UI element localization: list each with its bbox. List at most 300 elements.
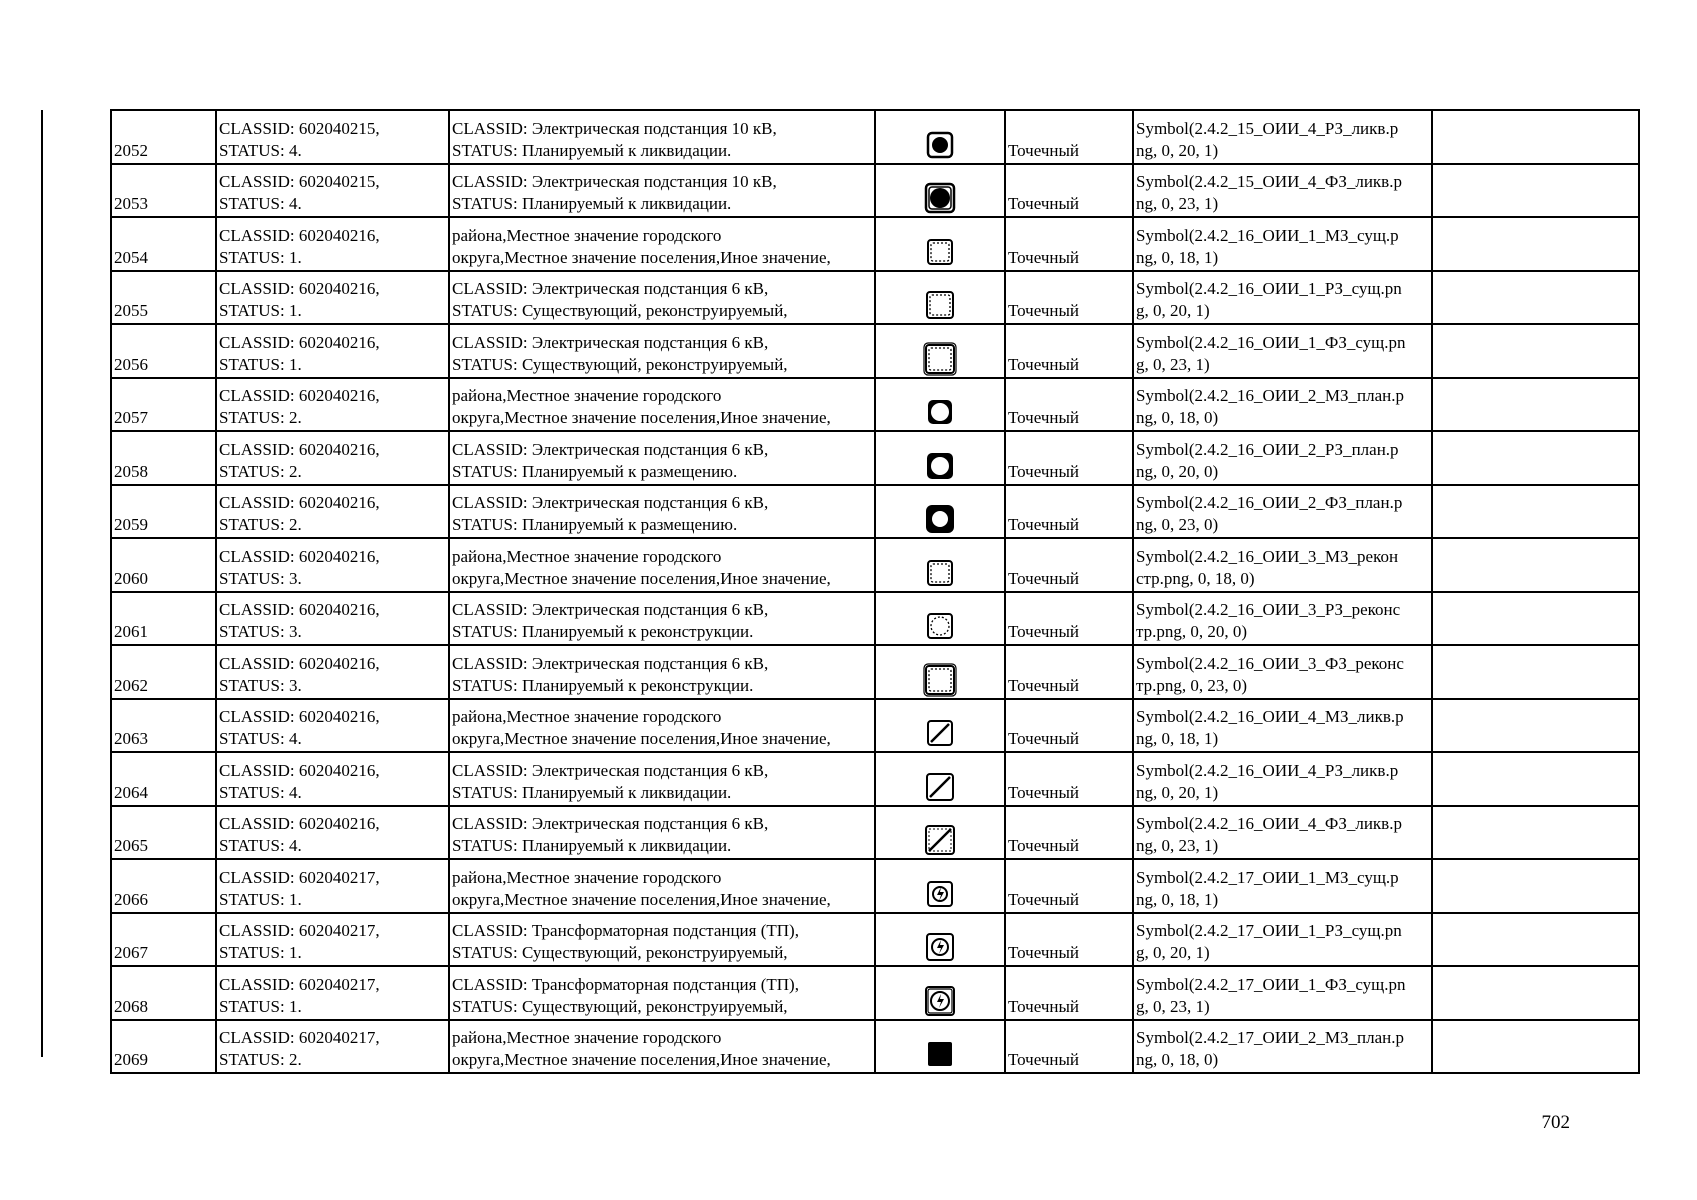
symbol-definition-cell <box>1133 645 1432 699</box>
row-number-cell <box>111 110 216 164</box>
row-number-cell <box>111 645 216 699</box>
description-line-1: CLASSID: Электрическая подстанция 6 кВ, <box>452 493 769 512</box>
description-cell <box>449 752 875 806</box>
status-line: STATUS: 3. <box>219 622 302 641</box>
row-number-cell <box>111 592 216 646</box>
description-cell <box>449 324 875 378</box>
symbol-definition-cell <box>1133 164 1432 218</box>
empty-cell <box>1432 592 1639 646</box>
geometry-type: Точечный <box>1008 943 1080 962</box>
classid-cell <box>216 592 449 646</box>
geometry-type-cell <box>1005 271 1133 325</box>
dotted-square-existing-medium-icon <box>923 294 957 313</box>
symbol-definition-line-2: стр.png, 0, 18, 0) <box>1136 568 1255 588</box>
description-line-2: округа,Местное значение поселения,Иное значение, <box>452 1050 831 1069</box>
symbol-definition-line-1: Symbol(2.4.2_16_ОИИ_2_ФЗ_план.p <box>1136 493 1403 512</box>
ring-square-planned-icon <box>923 401 957 420</box>
row-number: 2066 <box>114 889 148 909</box>
page-number: 702 <box>1541 1112 1570 1133</box>
description-cell <box>449 859 875 913</box>
description-cell <box>449 217 875 271</box>
symbol-definition-line-2: тр.png, 0, 23, 0) <box>1136 675 1248 695</box>
classid-cell <box>216 699 449 753</box>
description-cell <box>449 110 875 164</box>
symbol-definition-line-2: g, 0, 23, 1) <box>1136 354 1210 374</box>
symbol-preview-cell <box>875 485 1005 539</box>
description-line-2: STATUS: Планируемый к размещению. <box>452 515 738 534</box>
classid-line: CLASSID: 602040215, <box>219 118 380 138</box>
row-number: 2058 <box>114 461 148 481</box>
status-line: STATUS: 4. <box>219 836 302 855</box>
ring-square-planned-large-icon <box>923 508 957 527</box>
row-number-cell <box>111 378 216 432</box>
table-row <box>111 592 1639 646</box>
symbol-definition-cell <box>1133 538 1432 592</box>
symbol-preview-cell <box>875 913 1005 967</box>
status-line: STATUS: 1. <box>219 354 302 374</box>
symbol-definition-line-1: Symbol(2.4.2_16_ОИИ_1_ФЗ_сущ.pn <box>1136 332 1406 352</box>
symbol-definition-line-1: Symbol(2.4.2_16_ОИИ_2_РЗ_план.p <box>1136 439 1399 459</box>
description-cell <box>449 966 875 1020</box>
description-line-2: STATUS: Планируемый к ликвидации. <box>452 194 732 213</box>
symbol-definition-cell <box>1133 1020 1432 1074</box>
empty-cell <box>1432 752 1639 806</box>
dotted-square-existing-icon <box>923 240 957 259</box>
status-line: STATUS: 1. <box>219 301 302 320</box>
lightning-circle-existing-large-icon <box>923 989 957 1008</box>
symbol-definition-cell <box>1133 913 1432 967</box>
symbol-preview-cell <box>875 699 1005 753</box>
classid-cell <box>216 164 449 218</box>
geometry-type: Точечный <box>1008 354 1080 374</box>
geometry-type-cell <box>1005 859 1133 913</box>
description-cell <box>449 164 875 218</box>
symbol-definition-line-2: ng, 0, 18, 1) <box>1136 889 1219 909</box>
classid-cell <box>216 217 449 271</box>
row-number-cell <box>111 324 216 378</box>
description-line-1: CLASSID: Электрическая подстанция 6 кВ, <box>452 279 769 298</box>
description-cell <box>449 645 875 699</box>
symbol-preview-cell <box>875 1020 1005 1074</box>
geometry-type-cell <box>1005 913 1133 967</box>
symbol-definition-line-1: Symbol(2.4.2_15_ОИИ_4_РЗ_ликв.p <box>1136 118 1399 138</box>
classid-line: CLASSID: 602040216, <box>219 439 380 459</box>
symbol-preview-cell <box>875 859 1005 913</box>
description-line-2: округа,Местное значение поселения,Иное значение, <box>452 568 831 588</box>
classid-cell <box>216 538 449 592</box>
symbol-definition-line-1: Symbol(2.4.2_16_ОИИ_3_РЗ_реконс <box>1136 600 1401 619</box>
symbol-definition-line-2: ng, 0, 23, 1) <box>1136 194 1219 213</box>
classid-line: CLASSID: 602040216, <box>219 546 380 566</box>
row-number: 2059 <box>114 515 148 534</box>
table-row <box>111 538 1639 592</box>
table-row <box>111 271 1639 325</box>
status-line: STATUS: 2. <box>219 408 302 427</box>
row-number-cell <box>111 538 216 592</box>
geometry-type-cell <box>1005 806 1133 860</box>
description-line-1: CLASSID: Электрическая подстанция 6 кВ, <box>452 332 769 352</box>
empty-cell <box>1432 806 1639 860</box>
description-line-1: CLASSID: Электрическая подстанция 6 кВ, <box>452 600 769 619</box>
description-line-1: CLASSID: Электрическая подстанция 6 кВ, <box>452 653 769 673</box>
symbol-preview-cell <box>875 271 1005 325</box>
symbol-definition-line-1: Symbol(2.4.2_17_ОИИ_1_МЗ_сущ.p <box>1136 867 1399 887</box>
geometry-type: Точечный <box>1008 568 1080 588</box>
symbol-definition-cell <box>1133 699 1432 753</box>
table-row <box>111 806 1639 860</box>
description-cell <box>449 806 875 860</box>
table-row <box>111 485 1639 539</box>
symbol-definition-line-2: тр.png, 0, 20, 0) <box>1136 622 1248 641</box>
geometry-type-cell <box>1005 324 1133 378</box>
description-line-2: STATUS: Планируемый к реконструкции. <box>452 675 754 695</box>
description-line-2: STATUS: Планируемый к размещению. <box>452 461 738 481</box>
symbol-definition-line-2: g, 0, 20, 1) <box>1136 943 1210 962</box>
classid-line: CLASSID: 602040216, <box>219 707 380 726</box>
classid-cell <box>216 485 449 539</box>
symbol-preview-cell <box>875 110 1005 164</box>
symbol-preview-cell <box>875 752 1005 806</box>
description-cell <box>449 378 875 432</box>
description-cell <box>449 485 875 539</box>
status-line: STATUS: 1. <box>219 247 302 267</box>
description-line-1: района,Местное значение городского <box>452 1028 722 1047</box>
status-line: STATUS: 3. <box>219 675 302 695</box>
status-line: STATUS: 1. <box>219 996 302 1016</box>
table-row <box>111 699 1639 753</box>
symbol-definition-line-2: ng, 0, 23, 1) <box>1136 836 1219 855</box>
row-number-cell <box>111 431 216 485</box>
description-line-1: района,Местное значение городского <box>452 867 722 887</box>
filled-circle-liquidation-icon <box>923 133 957 152</box>
symbol-definition-cell <box>1133 966 1432 1020</box>
symbol-definition-line-1: Symbol(2.4.2_16_ОИИ_4_МЗ_ликв.p <box>1136 707 1404 726</box>
empty-cell <box>1432 164 1639 218</box>
row-number-cell <box>111 699 216 753</box>
table-row <box>111 645 1639 699</box>
geometry-type-cell <box>1005 1020 1133 1074</box>
table-row <box>111 110 1639 164</box>
description-line-2: STATUS: Существующий, реконструируемый, <box>452 996 788 1016</box>
symbol-preview-cell <box>875 378 1005 432</box>
dotted-square-reconstruction-icon <box>923 561 957 580</box>
geometry-type: Точечный <box>1008 996 1080 1016</box>
empty-cell <box>1432 699 1639 753</box>
row-number: 2053 <box>114 194 148 213</box>
lightning-circle-existing-icon <box>923 882 957 901</box>
geometry-type: Точечный <box>1008 461 1080 481</box>
symbol-definition-line-2: ng, 0, 20, 1) <box>1136 140 1219 160</box>
geometry-type-cell <box>1005 699 1133 753</box>
classid-cell <box>216 859 449 913</box>
filled-square-planned-icon <box>923 1043 957 1062</box>
geometry-type-cell <box>1005 164 1133 218</box>
dotted-square-existing-large-icon <box>923 347 957 366</box>
symbol-definition-cell <box>1133 324 1432 378</box>
row-number: 2062 <box>114 675 148 695</box>
row-number-cell <box>111 966 216 1020</box>
row-number-cell <box>111 164 216 218</box>
symbol-preview-cell <box>875 217 1005 271</box>
description-cell <box>449 592 875 646</box>
classid-line: CLASSID: 602040217, <box>219 1028 380 1047</box>
description-line-2: STATUS: Существующий, реконструируемый, <box>452 943 788 962</box>
row-number: 2064 <box>114 782 148 802</box>
symbol-definition-cell <box>1133 485 1432 539</box>
row-number-cell <box>111 859 216 913</box>
geometry-type: Точечный <box>1008 140 1080 160</box>
row-number: 2057 <box>114 408 148 427</box>
symbol-definition-line-2: ng, 0, 20, 0) <box>1136 461 1219 481</box>
description-line-1: CLASSID: Трансформаторная подстанция (ТП), <box>452 974 799 994</box>
geometry-type-cell <box>1005 378 1133 432</box>
classid-cell <box>216 271 449 325</box>
description-line-2: округа,Местное значение поселения,Иное значение, <box>452 889 831 909</box>
symbol-definition-line-1: Symbol(2.4.2_15_ОИИ_4_ФЗ_ликв.p <box>1136 172 1402 191</box>
geometry-type: Точечный <box>1008 729 1080 748</box>
empty-cell <box>1432 859 1639 913</box>
empty-cell <box>1432 324 1639 378</box>
row-number-cell <box>111 485 216 539</box>
classid-line: CLASSID: 602040216, <box>219 814 380 833</box>
geometry-type-cell <box>1005 966 1133 1020</box>
description-line-1: CLASSID: Электрическая подстанция 6 кВ, <box>452 814 769 833</box>
geometry-type-cell <box>1005 538 1133 592</box>
symbol-definition-line-1: Symbol(2.4.2_16_ОИИ_3_МЗ_рекон <box>1136 546 1399 566</box>
table-row <box>111 752 1639 806</box>
classid-line: CLASSID: 602040217, <box>219 921 380 940</box>
symbol-definition-line-2: ng, 0, 20, 1) <box>1136 782 1219 802</box>
row-number: 2065 <box>114 836 148 855</box>
symbol-definition-line-1: Symbol(2.4.2_16_ОИИ_4_ФЗ_ликв.p <box>1136 814 1402 833</box>
description-line-2: округа,Местное значение поселения,Иное значение, <box>452 729 831 748</box>
description-line-1: CLASSID: Трансформаторная подстанция (ТП), <box>452 921 799 940</box>
row-number-cell <box>111 806 216 860</box>
status-line: STATUS: 1. <box>219 889 302 909</box>
status-line: STATUS: 3. <box>219 568 302 588</box>
classid-cell <box>216 645 449 699</box>
classid-line: CLASSID: 602040216, <box>219 653 380 673</box>
description-line-1: района,Местное значение городского <box>452 707 722 726</box>
crossed-square-liquidation-medium-icon <box>923 775 957 794</box>
classid-line: CLASSID: 602040216, <box>219 332 380 352</box>
description-line-2: STATUS: Существующий, реконструируемый, <box>452 301 788 320</box>
classid-cell <box>216 966 449 1020</box>
table-row <box>111 324 1639 378</box>
symbol-definition-cell <box>1133 431 1432 485</box>
status-line: STATUS: 2. <box>219 1050 302 1069</box>
status-line: STATUS: 4. <box>219 729 302 748</box>
symbol-definition-line-1: Symbol(2.4.2_17_ОИИ_2_МЗ_план.p <box>1136 1028 1404 1047</box>
status-line: STATUS: 4. <box>219 782 302 802</box>
table-row <box>111 859 1639 913</box>
status-line: STATUS: 4. <box>219 140 302 160</box>
row-number: 2060 <box>114 568 148 588</box>
symbol-preview-cell <box>875 164 1005 218</box>
description-line-1: района,Местное значение городского <box>452 225 722 245</box>
symbol-definition-cell <box>1133 378 1432 432</box>
symbol-definition-cell <box>1133 110 1432 164</box>
symbol-definition-line-1: Symbol(2.4.2_16_ОИИ_3_ФЗ_реконс <box>1136 653 1404 673</box>
symbol-definition-cell <box>1133 806 1432 860</box>
empty-cell <box>1432 217 1639 271</box>
geometry-type: Точечный <box>1008 301 1080 320</box>
description-line-1: CLASSID: Электрическая подстанция 6 кВ, <box>452 760 769 780</box>
geometry-type-cell <box>1005 592 1133 646</box>
geometry-type: Точечный <box>1008 889 1080 909</box>
classid-cell <box>216 378 449 432</box>
empty-cell <box>1432 110 1639 164</box>
table-row <box>111 217 1639 271</box>
symbol-table <box>110 109 1640 1074</box>
symbol-definition-line-2: ng, 0, 18, 1) <box>1136 247 1219 267</box>
ring-square-planned-medium-icon <box>923 454 957 473</box>
classid-cell <box>216 806 449 860</box>
symbol-definition-line-1: Symbol(2.4.2_17_ОИИ_1_РЗ_сущ.pn <box>1136 921 1402 940</box>
row-number: 2056 <box>114 354 148 374</box>
geometry-type-cell <box>1005 110 1133 164</box>
status-line: STATUS: 2. <box>219 515 302 534</box>
description-line-1: CLASSID: Электрическая подстанция 10 кВ, <box>452 172 777 191</box>
geometry-type: Точечный <box>1008 515 1080 534</box>
symbol-definition-line-1: Symbol(2.4.2_16_ОИИ_1_РЗ_сущ.pn <box>1136 279 1402 298</box>
symbol-preview-cell <box>875 431 1005 485</box>
table-row <box>111 164 1639 218</box>
crossed-square-liquidation-icon <box>923 722 957 741</box>
geometry-type: Точечный <box>1008 1050 1080 1069</box>
classid-cell <box>216 110 449 164</box>
description-cell <box>449 431 875 485</box>
geometry-type-cell <box>1005 485 1133 539</box>
row-number: 2052 <box>114 140 148 160</box>
row-number-cell <box>111 1020 216 1074</box>
symbol-definition-line-2: ng, 0, 23, 0) <box>1136 515 1219 534</box>
classid-line: CLASSID: 602040216, <box>219 760 380 780</box>
geometry-type: Точечный <box>1008 622 1080 641</box>
description-line-1: CLASSID: Электрическая подстанция 6 кВ, <box>452 439 769 459</box>
classid-cell <box>216 913 449 967</box>
filled-circle-liquidation-large-icon <box>923 187 957 206</box>
status-line: STATUS: 2. <box>219 461 302 481</box>
row-number: 2069 <box>114 1050 148 1069</box>
description-line-2: округа,Местное значение поселения,Иное значение, <box>452 408 831 427</box>
empty-cell <box>1432 271 1639 325</box>
geometry-type: Точечный <box>1008 675 1080 695</box>
symbol-definition-line-1: Symbol(2.4.2_17_ОИИ_1_ФЗ_сущ.pn <box>1136 974 1406 994</box>
classid-line: CLASSID: 602040216, <box>219 225 380 245</box>
symbol-definition-line-1: Symbol(2.4.2_16_ОИИ_2_МЗ_план.p <box>1136 386 1404 405</box>
symbol-definition-line-2: ng, 0, 18, 0) <box>1136 1050 1219 1069</box>
dotted-square-reconstruction-large-icon <box>923 668 957 687</box>
empty-cell <box>1432 913 1639 967</box>
symbol-definition-cell <box>1133 271 1432 325</box>
geometry-type: Точечный <box>1008 836 1080 855</box>
geometry-type: Точечный <box>1008 194 1080 213</box>
symbol-preview-cell <box>875 645 1005 699</box>
symbol-definition-line-2: ng, 0, 18, 0) <box>1136 408 1219 427</box>
classid-cell <box>216 431 449 485</box>
row-number: 2063 <box>114 729 148 748</box>
description-line-2: STATUS: Существующий, реконструируемый, <box>452 354 788 374</box>
classid-cell <box>216 1020 449 1074</box>
description-cell <box>449 271 875 325</box>
table-row <box>111 966 1639 1020</box>
description-cell <box>449 913 875 967</box>
row-number-cell <box>111 217 216 271</box>
symbol-definition-line-1: Symbol(2.4.2_16_ОИИ_4_РЗ_ликв.p <box>1136 760 1399 780</box>
symbol-table-body <box>111 110 1639 1073</box>
table-row <box>111 431 1639 485</box>
geometry-type: Точечный <box>1008 408 1080 427</box>
row-number: 2068 <box>114 996 148 1016</box>
geometry-type-cell <box>1005 752 1133 806</box>
row-number: 2054 <box>114 247 148 267</box>
classid-line: CLASSID: 602040216, <box>219 600 380 619</box>
row-number-cell <box>111 752 216 806</box>
description-line-1: района,Местное значение городского <box>452 386 722 405</box>
geometry-type: Точечный <box>1008 782 1080 802</box>
symbol-preview-cell <box>875 538 1005 592</box>
symbol-definition-cell <box>1133 859 1432 913</box>
description-line-1: CLASSID: Электрическая подстанция 10 кВ, <box>452 118 777 138</box>
empty-cell <box>1432 1020 1639 1074</box>
symbol-definition-line-2: g, 0, 20, 1) <box>1136 301 1210 320</box>
classid-line: CLASSID: 602040217, <box>219 867 380 887</box>
row-number: 2055 <box>114 301 148 320</box>
geometry-type-cell <box>1005 645 1133 699</box>
table-row <box>111 1020 1639 1074</box>
description-cell <box>449 699 875 753</box>
description-line-1: района,Местное значение городского <box>452 546 722 566</box>
empty-cell <box>1432 431 1639 485</box>
crossed-square-liquidation-large-icon <box>923 829 957 848</box>
classid-line: CLASSID: 602040217, <box>219 974 380 994</box>
classid-line: CLASSID: 602040216, <box>219 279 380 298</box>
status-line: STATUS: 1. <box>219 943 302 962</box>
empty-cell <box>1432 378 1639 432</box>
description-line-2: округа,Местное значение поселения,Иное значение, <box>452 247 831 267</box>
symbol-definition-cell <box>1133 217 1432 271</box>
table-row <box>111 378 1639 432</box>
page-margin-line <box>41 110 43 1057</box>
status-line: STATUS: 4. <box>219 194 302 213</box>
classid-cell <box>216 324 449 378</box>
symbol-preview-cell <box>875 966 1005 1020</box>
symbol-definition-cell <box>1133 592 1432 646</box>
lightning-circle-existing-medium-icon <box>923 936 957 955</box>
empty-cell <box>1432 966 1639 1020</box>
classid-line: CLASSID: 602040216, <box>219 386 380 405</box>
classid-line: CLASSID: 602040216, <box>219 493 380 512</box>
symbol-preview-cell <box>875 324 1005 378</box>
table-row <box>111 913 1639 967</box>
symbol-preview-cell <box>875 592 1005 646</box>
classid-line: CLASSID: 602040215, <box>219 172 380 191</box>
geometry-type-cell <box>1005 217 1133 271</box>
row-number: 2067 <box>114 943 148 962</box>
description-cell <box>449 538 875 592</box>
classid-cell <box>216 752 449 806</box>
row-number-cell <box>111 913 216 967</box>
description-line-2: STATUS: Планируемый к ликвидации. <box>452 836 732 855</box>
symbol-definition-cell <box>1133 752 1432 806</box>
geometry-type: Точечный <box>1008 247 1080 267</box>
empty-cell <box>1432 538 1639 592</box>
symbol-definition-line-2: ng, 0, 18, 1) <box>1136 729 1219 748</box>
row-number-cell <box>111 271 216 325</box>
empty-cell <box>1432 645 1639 699</box>
row-number: 2061 <box>114 622 148 641</box>
